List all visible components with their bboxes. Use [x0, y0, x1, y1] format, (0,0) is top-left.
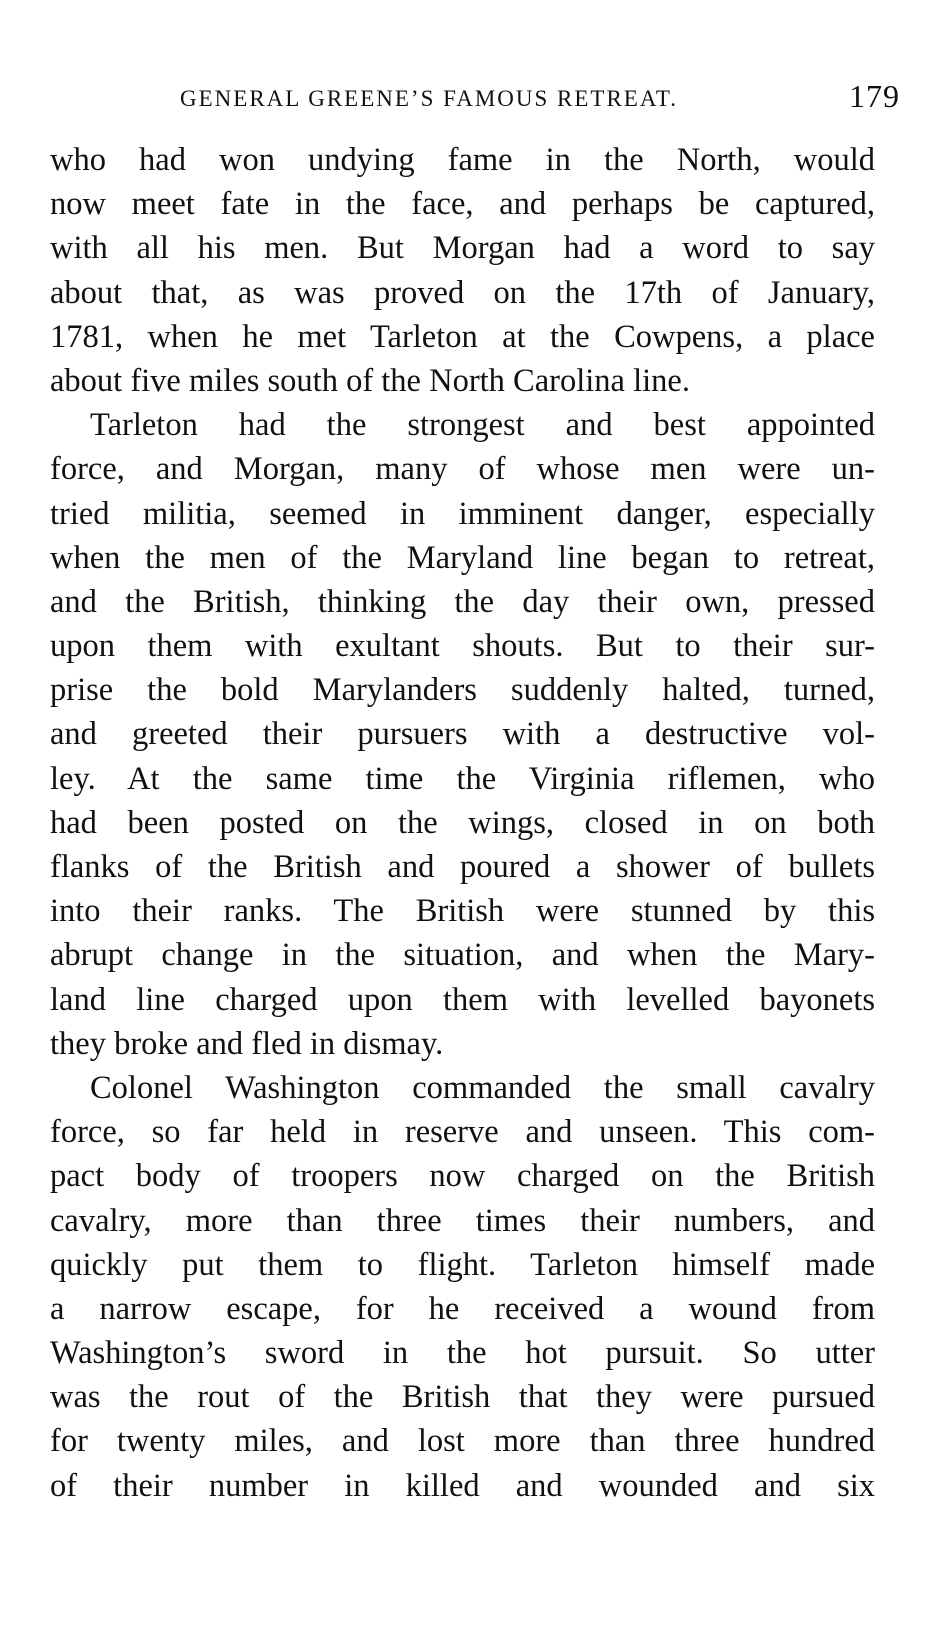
text-line: land line charged upon them with levelled bayonets: [50, 981, 875, 1018]
text-line: and greeted their pursuers with a destructive vol-: [50, 716, 875, 753]
text-line: ley. At the same time the Virginia riflemen, who: [50, 760, 875, 797]
text-line: prise the bold Marylanders suddenly halted, turned,: [50, 672, 875, 709]
running-title: GENERAL GREENE’S FAMOUS RETREAT.: [180, 86, 679, 111]
text-line: force, so far held in reserve and unseen. This com-: [50, 1114, 875, 1151]
paragraph-1: [50, 138, 875, 403]
text-line: of their number in killed and wounded and six: [50, 1467, 875, 1504]
text-line: about that, as was proved on the 17th of January,: [50, 274, 875, 311]
text-line: tried militia, seemed in imminent danger, especially: [50, 495, 875, 532]
text-line: was the rout of the British that they were pursued: [50, 1379, 875, 1416]
text-line: into their ranks. The British were stunned by this: [50, 893, 875, 930]
text-line: abrupt change in the situation, and when the Mary-: [50, 937, 875, 974]
text-line: and the British, thinking the day their own, pressed: [50, 583, 875, 620]
text-line: force, and Morgan, many of whose men were un-: [50, 451, 875, 488]
text-line: upon them with exultant shouts. But to their sur-: [50, 628, 875, 665]
text-line: Colonel Washington commanded the small cavalry: [90, 1069, 875, 1106]
running-head: [180, 78, 900, 118]
text-line: about five miles south of the North Carolina line.: [50, 362, 690, 399]
text-line: who had won undying fame in the North, would: [50, 142, 875, 178]
text-line: Washington’s sword in the hot pursuit. So utter: [50, 1335, 875, 1372]
paragraph-3: [50, 1066, 875, 1508]
paragraph-2: [50, 403, 875, 1066]
text-line: with all his men. But Morgan had a word to say: [50, 230, 875, 267]
text-line: for twenty miles, and lost more than three hundred: [50, 1423, 875, 1460]
text-line: when the men of the Maryland line began to retreat,: [50, 539, 875, 576]
text-line: cavalry, more than three times their numbers, and: [50, 1202, 875, 1239]
text-line: Tarleton had the strongest and best appointed: [90, 407, 875, 444]
text-line: they broke and fled in dismay.: [50, 1025, 444, 1062]
text-line: now meet fate in the face, and perhaps be captured,: [50, 186, 875, 223]
text-line: pact body of troopers now charged on the British: [50, 1158, 875, 1195]
page-number: 179: [849, 78, 900, 114]
text-line: a narrow escape, for he received a wound from: [50, 1290, 875, 1327]
text-line: 1781, when he met Tarleton at the Cowpens, a place: [50, 318, 875, 355]
body-text: [50, 138, 875, 1508]
text-line: quickly put them to flight. Tarleton himself made: [50, 1246, 875, 1283]
text-line: flanks of the British and poured a shower of bullets: [50, 849, 875, 885]
text-line: had been posted on the wings, closed in on both: [50, 804, 875, 841]
